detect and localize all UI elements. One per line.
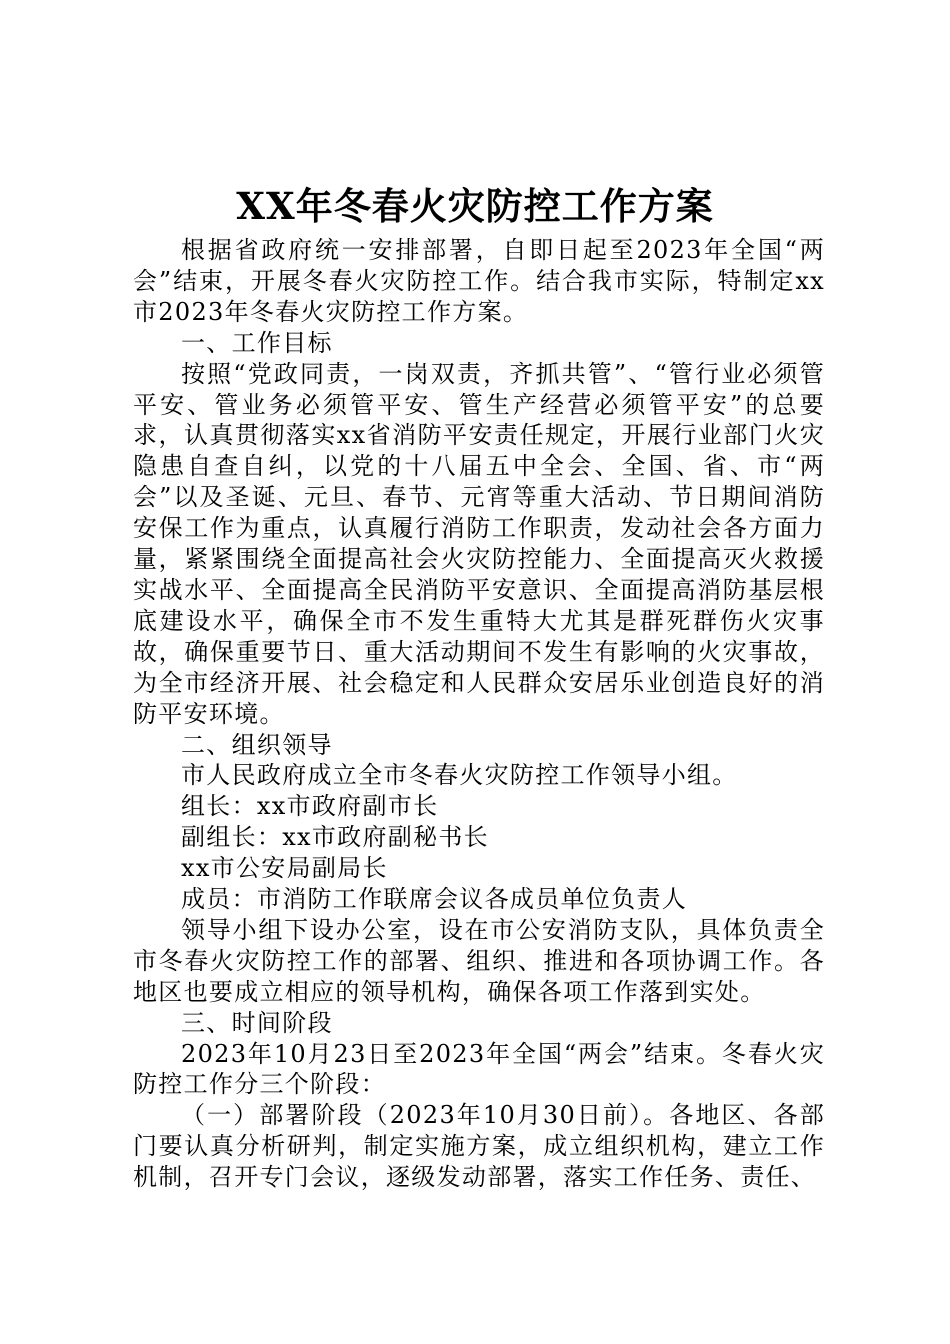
- paragraph-leading-group: 市人民政府成立全市冬春火灾防控工作领导小组。: [181, 761, 738, 790]
- paragraph-deputy-leader-2: xx市公安局副局长: [181, 854, 388, 883]
- paragraph-work-goal: 按照“党政同责，一岗双责，齐抓共管”、“管行业必须管平安、管业务必须管平安、管生产经营必须管平安”的总要求，认真贯彻落实xx省消防平安责任规定，开展行业部门火灾隐患自查自纠，以党的十八届五中全会、全国、省、市“两会”以及圣诞、元旦、春节、元宵等重大活动、节日期间消防安保工作为重点，认真履行消防工作职责，发动社会各方面力量，紧紧围绕全面提高社会火灾防控能力、全面提高灭火救援实战水平、全面提高全民消防平安意识、全面提高消防基层根底建设水平，确保全市不发生重特大尤其是群死群伤火灾事故，确保重要节日、重大活动期间不发生有影响的火灾事故，为全市经济开展、社会稳定和人民群众安居乐业创造良好的消防平安环境。: [133, 359, 825, 728]
- heading-organization: 二、组织领导: [181, 730, 333, 759]
- heading-time-stages: 三、时间阶段: [181, 1008, 333, 1037]
- paragraph-group-leader: 组长：xx市政府副市长: [181, 792, 439, 821]
- paragraph-time-range: 2023年10月23日至2023年全国“两会”结束。冬春火灾防控工作分三个阶段：: [133, 1039, 825, 1099]
- paragraph-deputy-leader: 副组长：xx市政府副秘书长: [181, 823, 489, 852]
- document-title: XX年冬春火灾防控工作方案: [236, 184, 714, 228]
- paragraph-members: 成员：市消防工作联席会议各成员单位负责人: [181, 885, 687, 914]
- document-body: [133, 235, 825, 1193]
- paragraph-stage-one: （一）部署阶段（2023年10月30日前）。各地区、各部门要认真分析研判，制定实施方案，成立组织机构，建立工作机制，召开专门会议，逐级发动部署，落实工作任务、责任、: [133, 1101, 825, 1192]
- paragraph-office: 领导小组下设办公室，设在市公安消防支队，具体负责全市冬春火灾防控工作的部署、组织、推进和各项协调工作。各地区也要成立相应的领导机构，确保各项工作落到实处。: [133, 915, 825, 1006]
- heading-work-goal: 一、工作目标: [181, 328, 333, 357]
- paragraph-intro: 根据省政府统一安排部署，自即日起至2023年全国“两会”结束，开展冬春火灾防控工作。结合我市实际，特制定xx市2023年冬春火灾防控工作方案。: [133, 236, 825, 326]
